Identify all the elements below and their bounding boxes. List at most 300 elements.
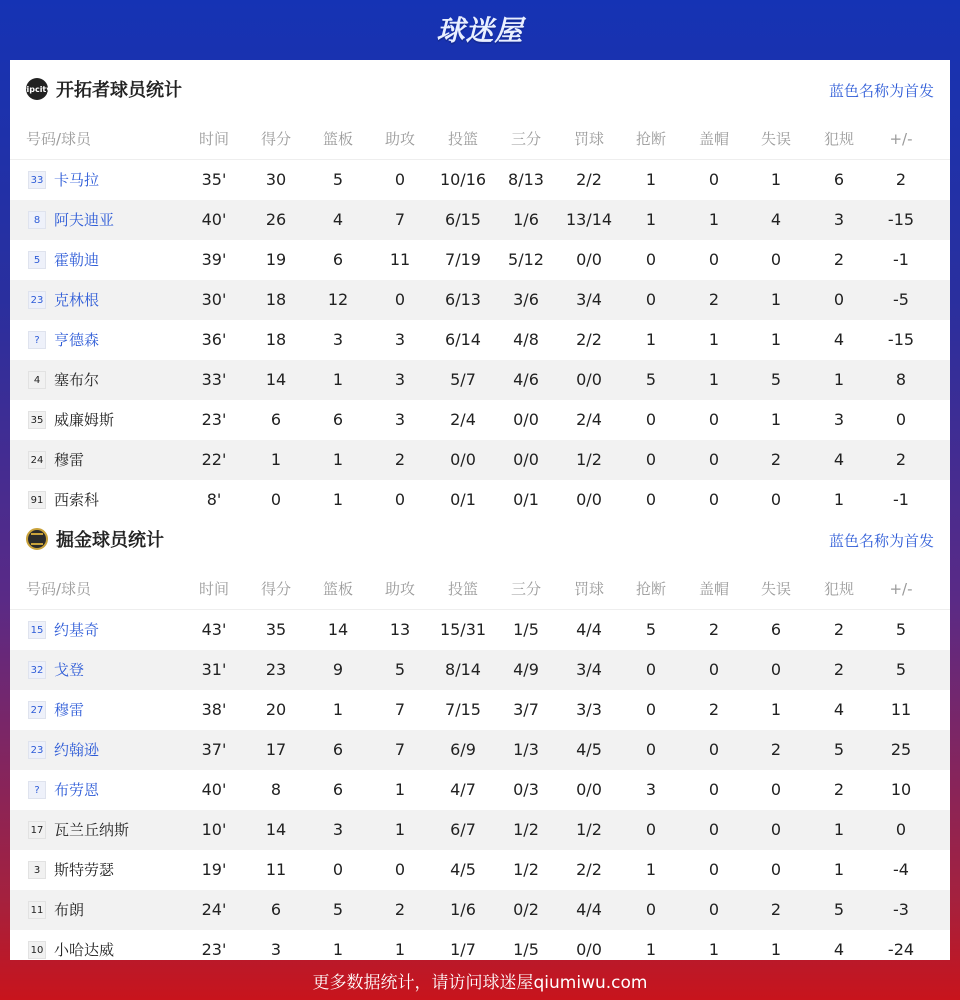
stat-tov: 2 bbox=[770, 900, 782, 919]
stat-blk: 0 bbox=[708, 660, 720, 679]
stat-tov: 1 bbox=[770, 700, 782, 719]
jersey-number-badge: 23 bbox=[28, 741, 46, 759]
stat-ft: 2/2 bbox=[576, 330, 602, 349]
jersey-number-badge: 35 bbox=[28, 411, 46, 429]
player-name[interactable]: 霍勒迪 bbox=[54, 251, 100, 269]
player-name[interactable]: 阿夫迪亚 bbox=[54, 211, 115, 229]
stat-tp: 0/2 bbox=[513, 900, 539, 919]
stat-reb: 14 bbox=[327, 620, 349, 639]
stat-reb: 5 bbox=[332, 170, 344, 189]
jersey-number-badge: 11 bbox=[28, 901, 46, 919]
stats-table bbox=[10, 120, 950, 520]
stat-tov: 1 bbox=[770, 290, 782, 309]
column-header: 盖帽 bbox=[698, 580, 729, 598]
stat-tov: 0 bbox=[770, 860, 782, 879]
stat-min: 39' bbox=[201, 250, 227, 269]
stat-blk: 0 bbox=[708, 900, 720, 919]
section-title: 掘金球员统计 bbox=[56, 530, 164, 551]
stat-ast: 11 bbox=[389, 250, 411, 269]
stat-pm: 2 bbox=[895, 450, 907, 469]
stat-ft: 0/0 bbox=[576, 370, 602, 389]
column-header: 抢断 bbox=[635, 130, 666, 148]
stat-stl: 0 bbox=[645, 490, 657, 509]
stat-tp: 4/9 bbox=[513, 660, 539, 679]
stat-pts: 23 bbox=[265, 660, 287, 679]
stat-tp: 0/0 bbox=[513, 450, 539, 469]
column-header: 抢断 bbox=[635, 580, 666, 598]
stat-ast: 0 bbox=[394, 170, 406, 189]
player-name[interactable]: 戈登 bbox=[54, 661, 85, 679]
stat-pf: 2 bbox=[833, 780, 845, 799]
stat-tov: 0 bbox=[770, 490, 782, 509]
stat-min: 35' bbox=[201, 170, 227, 189]
stat-stl: 0 bbox=[645, 820, 657, 839]
stat-pm: -5 bbox=[893, 290, 909, 309]
starter-note: 蓝色名称为首发 bbox=[828, 532, 934, 550]
stat-stl: 5 bbox=[645, 370, 657, 389]
stat-tp: 1/2 bbox=[513, 860, 539, 879]
stat-fg: 10/16 bbox=[439, 170, 487, 189]
stat-pts: 8 bbox=[270, 780, 282, 799]
stat-tov: 1 bbox=[770, 410, 782, 429]
stat-ast: 2 bbox=[394, 450, 406, 469]
stat-ast: 13 bbox=[389, 620, 411, 639]
stat-pts: 18 bbox=[265, 290, 287, 309]
stat-stl: 1 bbox=[645, 330, 657, 349]
stat-stl: 0 bbox=[645, 900, 657, 919]
stat-min: 30' bbox=[201, 290, 227, 309]
section-title: 开拓者球员统计 bbox=[56, 80, 182, 101]
stat-fg: 1/6 bbox=[450, 900, 476, 919]
stat-reb: 5 bbox=[332, 900, 344, 919]
stat-pf: 4 bbox=[833, 940, 845, 959]
stat-reb: 6 bbox=[332, 740, 344, 759]
stat-ast: 5 bbox=[394, 660, 406, 679]
table-header-row bbox=[10, 120, 950, 160]
stat-reb: 4 bbox=[332, 210, 344, 229]
column-header: 篮板 bbox=[322, 130, 353, 148]
stat-tp: 1/3 bbox=[513, 740, 539, 759]
stat-fg: 6/13 bbox=[445, 290, 481, 309]
stat-pts: 35 bbox=[265, 620, 287, 639]
stat-min: 19' bbox=[201, 860, 227, 879]
stat-pf: 3 bbox=[833, 210, 845, 229]
column-header: 失误 bbox=[760, 580, 791, 598]
stat-reb: 1 bbox=[332, 940, 344, 959]
jersey-number-badge: 24 bbox=[28, 451, 46, 469]
stat-reb: 1 bbox=[332, 370, 344, 389]
stat-blk: 1 bbox=[708, 370, 720, 389]
stat-tp: 4/6 bbox=[513, 370, 539, 389]
stat-tp: 0/3 bbox=[513, 780, 539, 799]
stat-tov: 1 bbox=[770, 940, 782, 959]
stat-ast: 1 bbox=[394, 820, 406, 839]
stat-ast: 0 bbox=[394, 490, 406, 509]
column-header: 投篮 bbox=[447, 130, 478, 148]
stat-ft: 3/4 bbox=[576, 290, 602, 309]
stat-pm: -1 bbox=[893, 250, 909, 269]
stat-ft: 4/4 bbox=[576, 620, 602, 639]
stat-reb: 3 bbox=[332, 820, 344, 839]
brand-logo: 球迷屋 bbox=[436, 14, 524, 47]
stat-ft: 2/4 bbox=[576, 410, 602, 429]
nuggets-logo-icon bbox=[26, 528, 48, 550]
stat-blk: 1 bbox=[708, 210, 720, 229]
stat-pf: 5 bbox=[833, 900, 845, 919]
stat-min: 38' bbox=[201, 700, 227, 719]
stat-pm: 25 bbox=[890, 740, 912, 759]
stat-stl: 0 bbox=[645, 250, 657, 269]
column-header: 犯规 bbox=[823, 580, 854, 598]
stat-pm: -1 bbox=[893, 490, 909, 509]
team-section-nuggets bbox=[10, 510, 950, 970]
player-row[interactable] bbox=[10, 360, 950, 400]
section-header bbox=[10, 60, 950, 120]
stat-ast: 0 bbox=[394, 860, 406, 879]
blazers-logo-icon: ripcity bbox=[26, 78, 48, 100]
stat-tov: 0 bbox=[770, 780, 782, 799]
stat-fg: 5/7 bbox=[450, 370, 476, 389]
stat-blk: 0 bbox=[708, 410, 720, 429]
stat-ft: 0/0 bbox=[576, 940, 602, 959]
stat-pts: 1 bbox=[270, 450, 282, 469]
stat-tov: 0 bbox=[770, 820, 782, 839]
jersey-number-badge: 5 bbox=[28, 251, 46, 269]
player-name[interactable]: 斯特劳瑟 bbox=[54, 861, 115, 879]
stat-blk: 0 bbox=[708, 490, 720, 509]
stat-pf: 2 bbox=[833, 620, 845, 639]
player-row[interactable] bbox=[10, 810, 950, 850]
stat-stl: 1 bbox=[645, 210, 657, 229]
stat-tp: 1/2 bbox=[513, 820, 539, 839]
stat-ft: 4/4 bbox=[576, 900, 602, 919]
stat-fg: 1/7 bbox=[450, 940, 476, 959]
stat-min: 33' bbox=[201, 370, 227, 389]
player-name[interactable]: 布劳恩 bbox=[54, 781, 100, 799]
jersey-number-badge: 4 bbox=[28, 371, 46, 389]
player-row[interactable] bbox=[10, 240, 950, 280]
stat-ast: 7 bbox=[394, 210, 406, 229]
column-header: 号码/球员 bbox=[26, 130, 92, 148]
stat-pts: 26 bbox=[265, 210, 287, 229]
stats-card bbox=[10, 60, 950, 960]
column-header: 盖帽 bbox=[698, 130, 729, 148]
stat-fg: 6/14 bbox=[445, 330, 481, 349]
stat-ast: 3 bbox=[394, 410, 406, 429]
stat-min: 37' bbox=[201, 740, 227, 759]
jersey-number-badge: 33 bbox=[28, 171, 46, 189]
stat-fg: 4/7 bbox=[450, 780, 476, 799]
stat-blk: 2 bbox=[708, 290, 720, 309]
stat-stl: 0 bbox=[645, 740, 657, 759]
column-header: 得分 bbox=[260, 130, 291, 148]
player-row[interactable] bbox=[10, 200, 950, 240]
column-header: +/- bbox=[889, 130, 913, 148]
stat-ft: 4/5 bbox=[576, 740, 602, 759]
player-name[interactable]: 小哈达威 bbox=[54, 941, 115, 959]
player-name[interactable]: 亨德森 bbox=[54, 331, 100, 349]
stat-pts: 20 bbox=[265, 700, 287, 719]
stat-fg: 0/1 bbox=[450, 490, 476, 509]
stat-tov: 5 bbox=[770, 370, 782, 389]
stat-min: 22' bbox=[201, 450, 227, 469]
stat-fg: 6/15 bbox=[445, 210, 481, 229]
stat-reb: 3 bbox=[332, 330, 344, 349]
stat-pm: 5 bbox=[895, 660, 907, 679]
stat-ast: 1 bbox=[394, 940, 406, 959]
stats-table bbox=[10, 570, 950, 970]
stat-pts: 3 bbox=[270, 940, 282, 959]
player-name[interactable]: 穆雷 bbox=[54, 451, 85, 469]
stat-pf: 1 bbox=[833, 490, 845, 509]
column-header: 三分 bbox=[510, 580, 541, 598]
stat-reb: 6 bbox=[332, 410, 344, 429]
player-name[interactable]: 威廉姆斯 bbox=[54, 411, 115, 429]
player-name[interactable]: 西索科 bbox=[54, 491, 100, 509]
stat-blk: 0 bbox=[708, 780, 720, 799]
stat-pf: 2 bbox=[833, 660, 845, 679]
stat-blk: 0 bbox=[708, 740, 720, 759]
jersey-number-badge: 15 bbox=[28, 621, 46, 639]
stat-pm: 8 bbox=[895, 370, 907, 389]
player-row[interactable] bbox=[10, 400, 950, 440]
stat-blk: 0 bbox=[708, 860, 720, 879]
stat-pm: 10 bbox=[890, 780, 912, 799]
column-header: 三分 bbox=[510, 130, 541, 148]
stat-blk: 2 bbox=[708, 620, 720, 639]
jersey-number-badge: 10 bbox=[28, 941, 46, 959]
player-name[interactable]: 克林根 bbox=[54, 291, 100, 309]
stat-tov: 2 bbox=[770, 740, 782, 759]
player-row[interactable] bbox=[10, 770, 950, 810]
stat-stl: 3 bbox=[645, 780, 657, 799]
stat-pts: 6 bbox=[270, 410, 282, 429]
stat-pts: 14 bbox=[265, 370, 287, 389]
stat-pts: 0 bbox=[270, 490, 282, 509]
stat-pm: -15 bbox=[887, 330, 915, 349]
jersey-number-badge: ? bbox=[28, 781, 46, 799]
stat-ft: 1/2 bbox=[576, 820, 602, 839]
player-name[interactable]: 瓦兰丘纳斯 bbox=[54, 821, 130, 839]
stat-reb: 6 bbox=[332, 250, 344, 269]
stat-blk: 0 bbox=[708, 450, 720, 469]
stat-reb: 6 bbox=[332, 780, 344, 799]
stat-pts: 14 bbox=[265, 820, 287, 839]
player-row[interactable] bbox=[10, 650, 950, 690]
stat-tp: 5/12 bbox=[508, 250, 544, 269]
stat-ft: 0/0 bbox=[576, 780, 602, 799]
stat-pts: 30 bbox=[265, 170, 287, 189]
stat-pts: 6 bbox=[270, 900, 282, 919]
stat-fg: 7/19 bbox=[445, 250, 481, 269]
footer-text: 更多数据统计，请访问球迷屋qiumiwu.com bbox=[312, 972, 648, 993]
stat-stl: 0 bbox=[645, 290, 657, 309]
stat-pm: -15 bbox=[887, 210, 915, 229]
player-name[interactable]: 塞布尔 bbox=[54, 371, 100, 389]
stat-tp: 1/6 bbox=[513, 210, 539, 229]
stat-fg: 0/0 bbox=[450, 450, 476, 469]
stat-ft: 1/2 bbox=[576, 450, 602, 469]
stat-fg: 7/15 bbox=[445, 700, 481, 719]
stat-ast: 0 bbox=[394, 290, 406, 309]
stat-ast: 2 bbox=[394, 900, 406, 919]
stat-ft: 3/4 bbox=[576, 660, 602, 679]
stat-ast: 3 bbox=[394, 330, 406, 349]
player-row[interactable] bbox=[10, 850, 950, 890]
jersey-number-badge: 8 bbox=[28, 211, 46, 229]
stat-min: 10' bbox=[201, 820, 227, 839]
stat-blk: 0 bbox=[708, 170, 720, 189]
stat-blk: 1 bbox=[708, 330, 720, 349]
stat-pts: 18 bbox=[265, 330, 287, 349]
stat-pf: 1 bbox=[833, 860, 845, 879]
stat-tp: 0/1 bbox=[513, 490, 539, 509]
stat-fg: 8/14 bbox=[445, 660, 481, 679]
stat-pf: 4 bbox=[833, 450, 845, 469]
jersey-number-badge: 23 bbox=[28, 291, 46, 309]
stat-tov: 2 bbox=[770, 450, 782, 469]
column-header: 助攻 bbox=[384, 130, 415, 148]
stat-min: 36' bbox=[201, 330, 227, 349]
stat-stl: 1 bbox=[645, 940, 657, 959]
stat-ast: 7 bbox=[394, 740, 406, 759]
player-name[interactable]: 穆雷 bbox=[54, 701, 85, 719]
stat-blk: 2 bbox=[708, 700, 720, 719]
stat-min: 40' bbox=[201, 210, 227, 229]
jersey-number-badge: 91 bbox=[28, 491, 46, 509]
stat-pm: 0 bbox=[895, 820, 907, 839]
stat-reb: 1 bbox=[332, 490, 344, 509]
player-row[interactable] bbox=[10, 320, 950, 360]
stat-pm: -24 bbox=[887, 940, 915, 959]
stat-stl: 1 bbox=[645, 860, 657, 879]
stat-reb: 9 bbox=[332, 660, 344, 679]
stat-pm: 5 bbox=[895, 620, 907, 639]
stat-fg: 2/4 bbox=[450, 410, 476, 429]
stat-pf: 4 bbox=[833, 330, 845, 349]
stat-fg: 15/31 bbox=[439, 620, 487, 639]
stat-ft: 13/14 bbox=[565, 210, 613, 229]
stat-min: 23' bbox=[201, 410, 227, 429]
jersey-number-badge: 17 bbox=[28, 821, 46, 839]
stat-reb: 1 bbox=[332, 700, 344, 719]
jersey-number-badge: 3 bbox=[28, 861, 46, 879]
stat-blk: 0 bbox=[708, 250, 720, 269]
column-header: 篮板 bbox=[322, 580, 353, 598]
stat-pf: 2 bbox=[833, 250, 845, 269]
stat-pf: 4 bbox=[833, 700, 845, 719]
player-row[interactable] bbox=[10, 610, 950, 650]
column-header: +/- bbox=[889, 580, 913, 598]
column-header: 犯规 bbox=[823, 130, 854, 148]
player-row[interactable] bbox=[10, 890, 950, 930]
player-row[interactable] bbox=[10, 690, 950, 730]
stat-ast: 1 bbox=[394, 780, 406, 799]
stat-tov: 4 bbox=[770, 210, 782, 229]
jersey-number-badge: 27 bbox=[28, 701, 46, 719]
column-header: 时间 bbox=[198, 130, 229, 148]
stat-pf: 1 bbox=[833, 370, 845, 389]
player-row[interactable] bbox=[10, 160, 950, 200]
table-header-row bbox=[10, 570, 950, 610]
stat-pf: 1 bbox=[833, 820, 845, 839]
stat-pm: 11 bbox=[890, 700, 912, 719]
player-row[interactable] bbox=[10, 440, 950, 480]
stat-pf: 5 bbox=[833, 740, 845, 759]
stat-min: 8' bbox=[206, 490, 222, 509]
stat-ft: 2/2 bbox=[576, 170, 602, 189]
stat-pts: 17 bbox=[265, 740, 287, 759]
stat-reb: 12 bbox=[327, 290, 349, 309]
player-name[interactable]: 约基奇 bbox=[54, 621, 100, 639]
stat-tp: 0/0 bbox=[513, 410, 539, 429]
stat-tov: 1 bbox=[770, 170, 782, 189]
starter-note: 蓝色名称为首发 bbox=[828, 82, 934, 100]
stat-min: 40' bbox=[201, 780, 227, 799]
column-header: 罚球 bbox=[573, 580, 604, 598]
stat-pm: -3 bbox=[893, 900, 909, 919]
stat-min: 24' bbox=[201, 900, 227, 919]
player-name[interactable]: 布朗 bbox=[54, 901, 85, 919]
player-name[interactable]: 约翰逊 bbox=[54, 741, 100, 759]
column-header: 时间 bbox=[198, 580, 229, 598]
stat-pm: -4 bbox=[893, 860, 909, 879]
team-section-blazers bbox=[10, 60, 950, 520]
stat-ft: 3/3 bbox=[576, 700, 602, 719]
stat-pf: 3 bbox=[833, 410, 845, 429]
stat-stl: 0 bbox=[645, 660, 657, 679]
stat-stl: 0 bbox=[645, 410, 657, 429]
stat-ft: 0/0 bbox=[576, 250, 602, 269]
stat-tp: 1/5 bbox=[513, 620, 539, 639]
stat-min: 31' bbox=[201, 660, 227, 679]
stat-pm: 0 bbox=[895, 410, 907, 429]
stat-ft: 2/2 bbox=[576, 860, 602, 879]
stat-tov: 1 bbox=[770, 330, 782, 349]
stat-reb: 0 bbox=[332, 860, 344, 879]
stat-fg: 4/5 bbox=[450, 860, 476, 879]
stat-pm: 2 bbox=[895, 170, 907, 189]
player-name[interactable]: 卡马拉 bbox=[54, 171, 100, 189]
stat-ft: 0/0 bbox=[576, 490, 602, 509]
stat-tp: 3/6 bbox=[513, 290, 539, 309]
stat-pf: 0 bbox=[833, 290, 845, 309]
player-row[interactable] bbox=[10, 280, 950, 320]
column-header: 失误 bbox=[760, 130, 791, 148]
stat-pf: 6 bbox=[833, 170, 845, 189]
stat-pts: 11 bbox=[265, 860, 287, 879]
section-header bbox=[10, 510, 950, 570]
player-row[interactable] bbox=[10, 730, 950, 770]
stat-tp: 3/7 bbox=[513, 700, 539, 719]
stat-tp: 4/8 bbox=[513, 330, 539, 349]
stat-stl: 0 bbox=[645, 700, 657, 719]
stat-stl: 1 bbox=[645, 170, 657, 189]
stat-stl: 0 bbox=[645, 450, 657, 469]
jersey-number-badge: 32 bbox=[28, 661, 46, 679]
stat-tov: 0 bbox=[770, 660, 782, 679]
stat-tov: 6 bbox=[770, 620, 782, 639]
stat-min: 23' bbox=[201, 940, 227, 959]
stat-tp: 8/13 bbox=[508, 170, 544, 189]
column-header: 得分 bbox=[260, 580, 291, 598]
stat-pts: 19 bbox=[265, 250, 287, 269]
stat-blk: 0 bbox=[708, 820, 720, 839]
stat-tov: 0 bbox=[770, 250, 782, 269]
stat-ast: 7 bbox=[394, 700, 406, 719]
stat-min: 43' bbox=[201, 620, 227, 639]
stat-fg: 6/7 bbox=[450, 820, 476, 839]
